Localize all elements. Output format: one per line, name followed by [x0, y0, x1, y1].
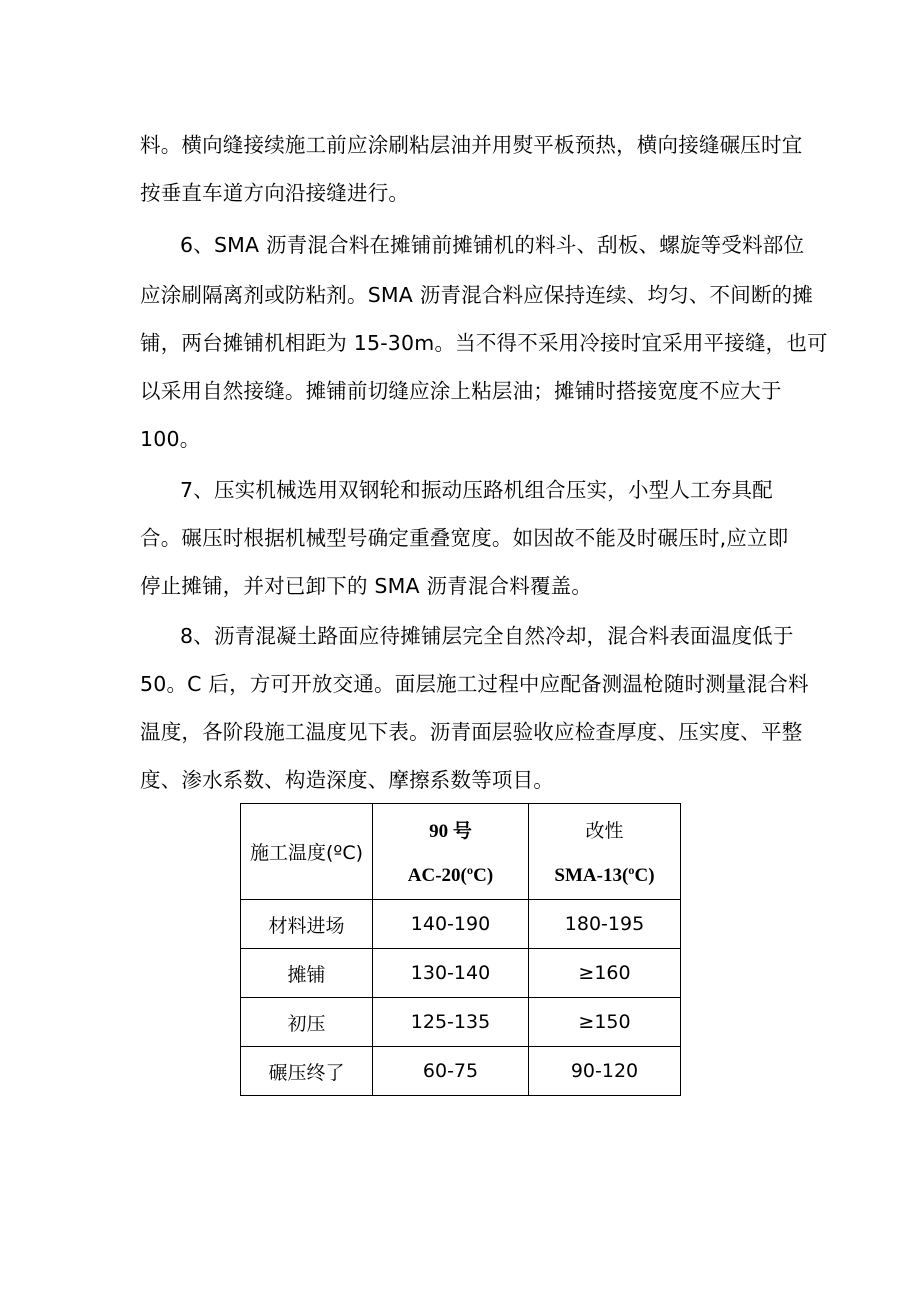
paragraph-8-line-1: 8、沥青混凝土路面应待摊铺层完全自然冷却，混合料表面温度低于: [180, 624, 794, 648]
paragraph-7-line-1: 7、压实机械选用双钢轮和振动压路机组合压实，小型人工夯具配: [180, 478, 773, 502]
construction-temperature-table: [240, 803, 681, 1096]
sma13-cell: ≥160: [529, 949, 681, 998]
paragraph-6-line-4: 以采用自然接缝。摊铺前切缝应涂上粘层油；摊铺时搭接宽度不应大于: [140, 379, 782, 403]
paragraph-7-line-3: 停止摊铺，并对已卸下的 SMA 沥青混合料覆盖。: [140, 574, 593, 598]
header-cell-sma13: [529, 804, 681, 900]
stage-cell: 摊铺: [241, 949, 373, 998]
ac20-cell: 130-140: [373, 949, 529, 998]
table-row: [241, 949, 681, 998]
header-cell-ac20: [373, 804, 529, 900]
header-cell-stage: [241, 804, 373, 900]
paragraph-7-line-2: 合。碾压时根据机械型号确定重叠宽度。如因故不能及时碾压时,应立即: [140, 526, 789, 550]
ac20-cell: 140-190: [373, 900, 529, 949]
paragraph-8-line-3: 温度，各阶段施工温度见下表。沥青面层验收应检查厚度、压实度、平整: [140, 720, 803, 744]
paragraph-6-line-2: 应涂刷隔离剂或防粘剂。SMA 沥青混合料应保持连续、均匀、不间断的摊: [140, 283, 814, 307]
ac20-cell: 60-75: [373, 1047, 529, 1096]
paragraph-5-line-2: 按垂直车道方向沿接缝进行。: [140, 181, 410, 205]
table-row: [241, 900, 681, 949]
paragraph-8-line-2: 50。C 后，方可开放交通。面层施工过程中应配备测温枪随时测量混合料: [140, 672, 809, 696]
header-stage-label: 施工温度(ºC): [249, 842, 364, 864]
header-sma13-label: SMA-13(ºC): [554, 865, 655, 886]
stage-cell: 材料进场: [241, 900, 373, 949]
stage-cell: 初压: [241, 998, 373, 1047]
sma13-cell: ≥150: [529, 998, 681, 1047]
header-sma13-type: 改性: [585, 820, 624, 842]
paragraph-6-line-3: 铺，两台摊铺机相距为 15-30m。当不得不采用冷接时宜采用平接缝，也可: [140, 331, 828, 355]
sma13-cell: 180-195: [529, 900, 681, 949]
paragraph-8-line-4: 度、渗水系数、构造深度、摩擦系数等项目。: [140, 768, 554, 792]
table-header-row: [241, 804, 681, 900]
table-row: [241, 998, 681, 1047]
paragraph-5-line-1: 料。横向缝接续施工前应涂刷粘层油并用熨平板预热，横向接缝碾压时宜: [140, 133, 803, 157]
paragraph-6-line-5: 100。: [140, 427, 201, 451]
ac20-cell: 125-135: [373, 998, 529, 1047]
paragraph-6-line-1: 6、SMA 沥青混合料在摊铺前摊铺机的料斗、刮板、螺旋等受料部位: [180, 233, 805, 257]
stage-cell: 碾压终了: [241, 1047, 373, 1096]
sma13-cell: 90-120: [529, 1047, 681, 1096]
header-ac20-label: AC-20(ºC): [407, 865, 494, 886]
table-row: [241, 1047, 681, 1096]
header-ac20-grade: 90 号: [429, 821, 472, 842]
